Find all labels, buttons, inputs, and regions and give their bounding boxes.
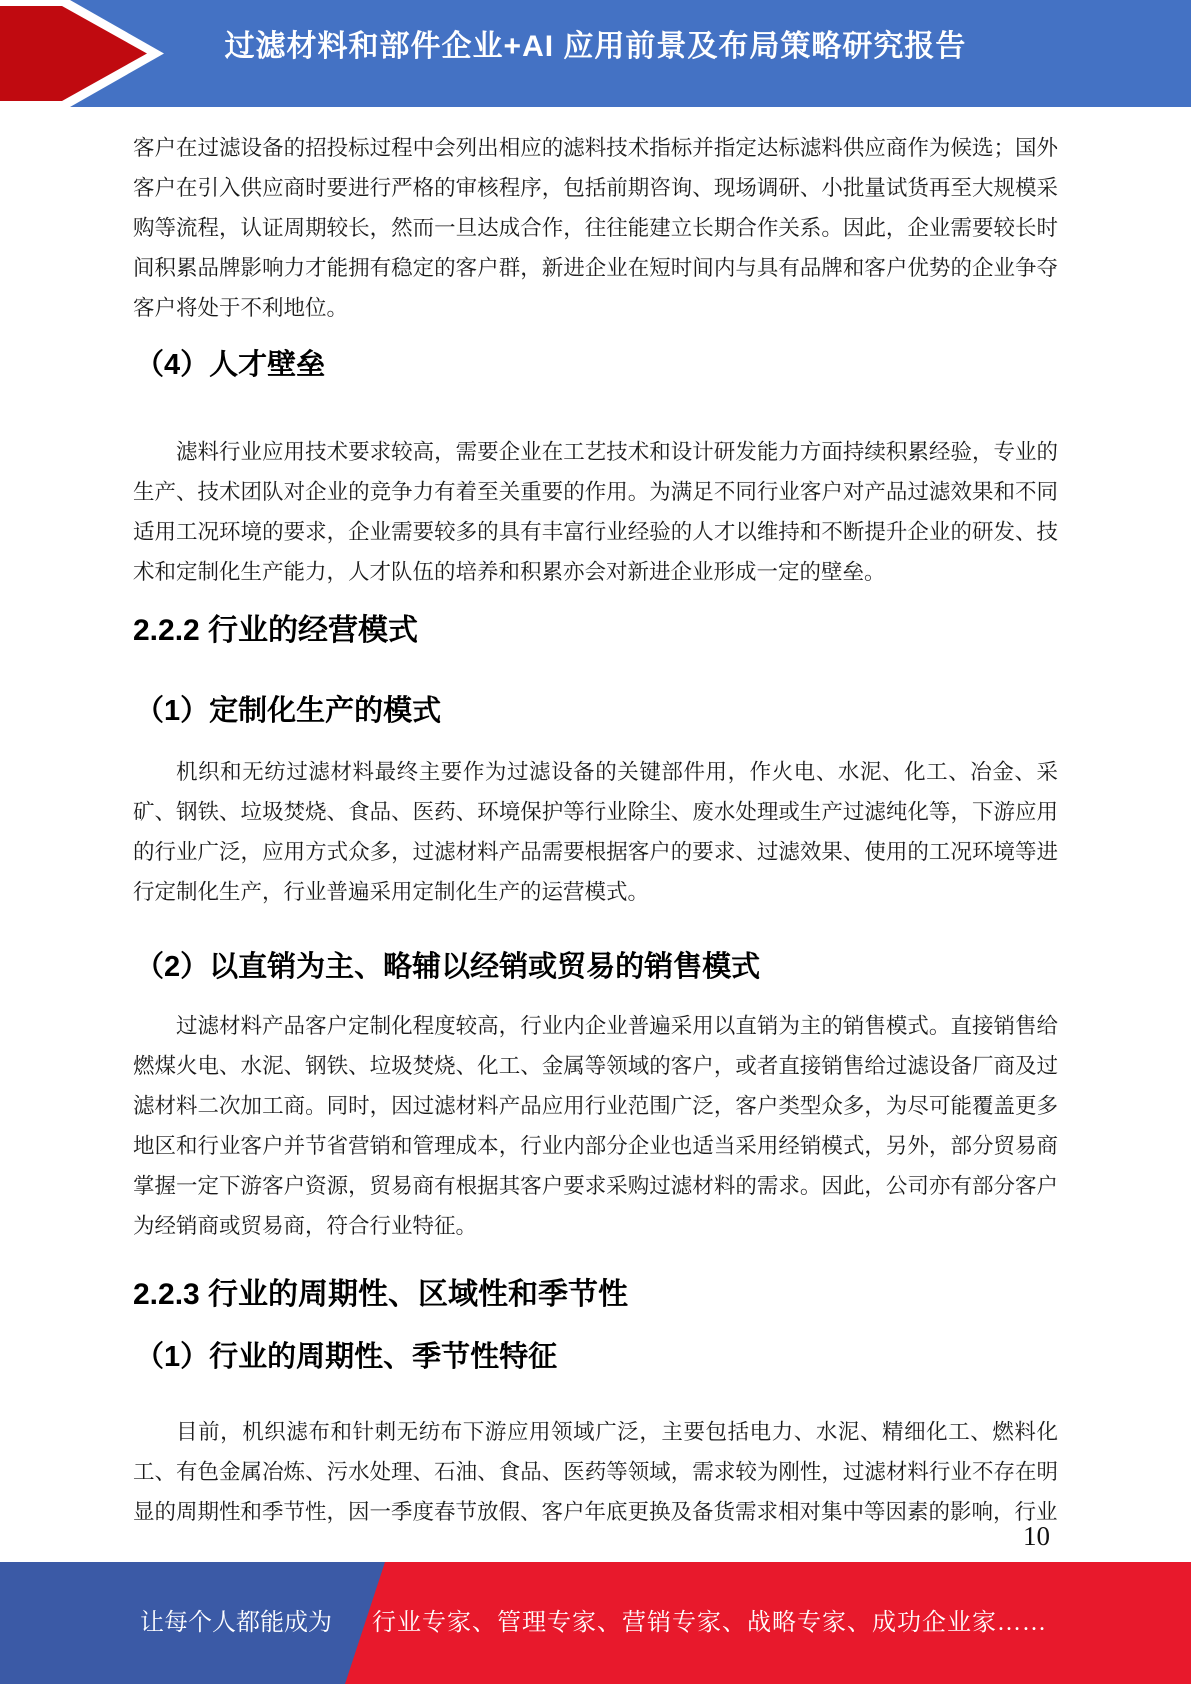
heading-direct-sales-model: （2）以直销为主、略辅以经销或贸易的销售模式 xyxy=(135,951,761,983)
paragraph-direct-sales-model: 过滤材料产品客户定制化程度较高，行业内企业普遍采用以直销为主的销售模式。直接销售给燃煤火电、水泥、钢铁、垃圾焚烧、化工、金属等领域的客户，或者直接销售给过滤设备厂商及过滤材料二次加工商。同时，因过滤材料产品应用行业范围广泛，客户类型众多，为尽可能覆盖更多地区和行业客户并节省营销和管理成本，行业内部分企业也适当采用经销模式，另外，部分贸易商掌握一定下游客户资源，贸易商有根据其客户要求采购过滤材料的需求。因此，公司亦有部分客户为经销商或贸易商，符合行业特征。 xyxy=(133,1014,1058,1238)
heading-cyclicality-seasonality: （1）行业的周期性、季节性特征 xyxy=(135,1341,558,1373)
page-number: 10 xyxy=(1023,1521,1050,1551)
heading-talent-barrier: （4）人才壁垒 xyxy=(135,349,326,381)
paragraph-talent-barrier: 滤料行业应用技术要求较高，需要企业在工艺技术和设计研发能力方面持续积累经验，专业的生产、技术团队对企业的竞争力有着至关重要的作用。为满足不同行业客户对产品过滤效果和不同适用工况环境的要求，企业需要较多的具有丰富行业经验的人才以维持和不断提升企业的研发、技术和定制化生产能力，人才队伍的培养和积累亦会对新进企业形成一定的壁垒。 xyxy=(133,440,1058,584)
paragraph-customized-production: 机织和无纺过滤材料最终主要作为过滤设备的关键部件用，作火电、水泥、化工、冶金、采矿、钢铁、垃圾焚烧、食品、医药、环境保护等行业除尘、废水处理或生产过滤纯化等，下游应用的行业广泛，应用方式众多，过滤材料产品需要根据客户的要求、过滤效果、使用的工况环境等进行定制化生产，行业普遍采用定制化生产的运营模式。 xyxy=(133,760,1058,904)
heading-section-2-2-3: 2.2.3 行业的周期性、区域性和季节性 xyxy=(133,1278,629,1311)
footer-banner xyxy=(0,1562,1191,1684)
paragraph-customer-certification: 客户在过滤设备的招投标过程中会列出相应的滤料技术指标并指定达标滤料供应商作为候选；国外客户在引入供应商时要进行严格的审核程序，包括前期咨询、现场调研、小批量试货再至大规模采购等流程，认证周期较长，然而一旦达成合作，往往能建立长期合作关系。因此，企业需要较长时间积累品牌影响力才能拥有稳定的客户群，新进企业在短时间内与具有品牌和客户优势的企业争夺客户将处于不利地位。 xyxy=(133,136,1058,320)
report-title: 过滤材料和部件企业+AI 应用前景及布局策略研究报告 xyxy=(224,30,967,63)
paragraph-cyclicality: 目前，机织滤布和针刺无纺布下游应用领域广泛，主要包括电力、水泥、精细化工、燃料化工、有色金属冶炼、污水处理、石油、食品、医药等领域，需求较为刚性，过滤材料行业不存在明显的周期性和季节性，因一季度春节放假、客户年底更换及备货需求相对集中等因素的影响，行业 xyxy=(133,1420,1058,1524)
footer-left-slogan: 让每个人都能成为 xyxy=(140,1610,332,1636)
header-banner xyxy=(0,0,1191,107)
heading-customized-production: （1）定制化生产的模式 xyxy=(135,695,442,727)
footer-right-slogan: 行业专家、管理专家、营销专家、战略专家、成功企业家…… xyxy=(372,1610,1047,1636)
heading-section-2-2-2: 2.2.2 行业的经营模式 xyxy=(133,614,419,647)
